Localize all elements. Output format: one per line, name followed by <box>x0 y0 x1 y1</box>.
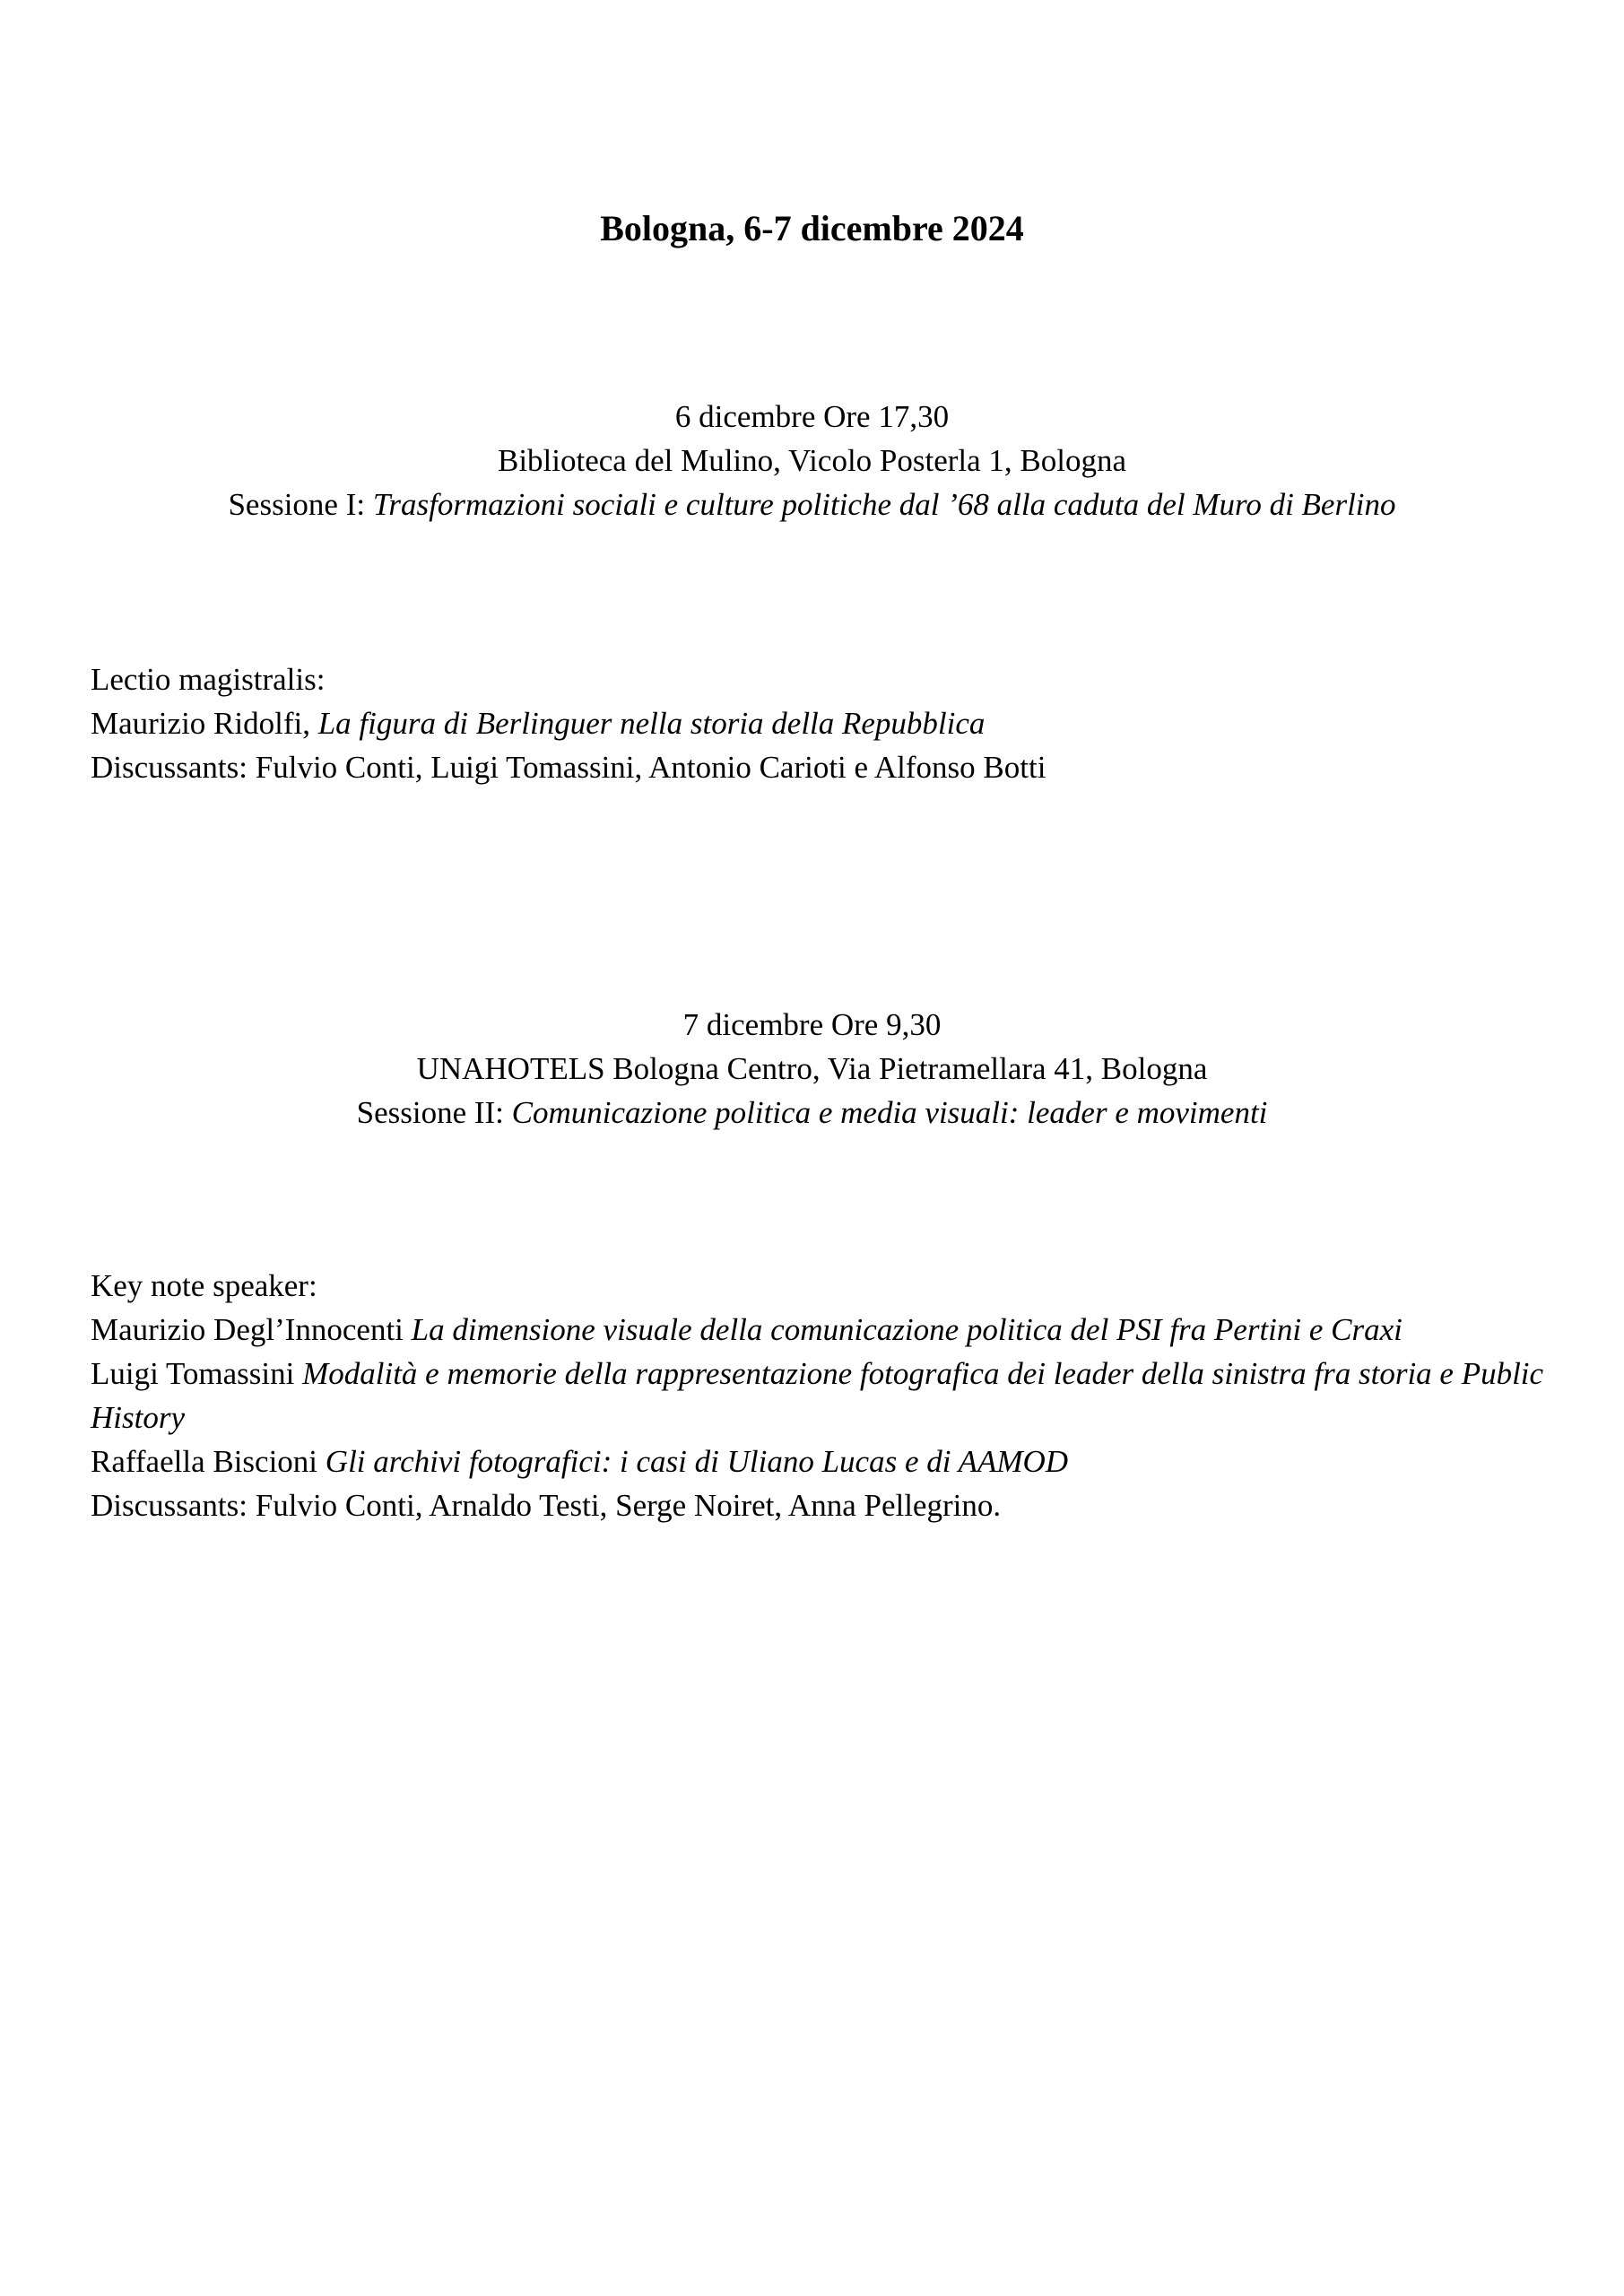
keynote-talk-title: Modalità e memorie della rappresentazione fotografica dei leader della sinistra fra storia e Public History <box>91 1356 1544 1435</box>
session-1-topic: Trasformazioni sociali e culture politiche dal ’68 alla caduta del Muro di Berlino <box>372 487 1396 522</box>
keynote-talk-title: Gli archivi fotografici: i casi di Uliano Lucas e di AAMOD <box>325 1444 1069 1479</box>
session-1-venue: Biblioteca del Mulino, Vicolo Posterla 1, Bologna <box>497 443 1127 478</box>
lectio-heading: Lectio magistralis: <box>91 662 326 697</box>
session-2-topic: Comunicazione politica e media visuali: leader e movimenti <box>511 1095 1268 1130</box>
lectio-discussants: Discussants: Fulvio Conti, Luigi Tomassini, Antonio Carioti e Alfonso Botti <box>91 750 1046 785</box>
session-2-date: 7 dicembre Ore 9,30 <box>682 1007 942 1042</box>
lectio-talk-line <box>91 701 1570 745</box>
session-1-label: Sessione I: <box>228 487 373 522</box>
lectio-speaker: Maurizio Ridolfi, <box>91 706 318 741</box>
lectio-talk-title: La figura di Berlinguer nella storia della Repubblica <box>317 706 986 741</box>
keynote-speaker: Raffaella Biscioni <box>91 1444 326 1479</box>
session-2-venue: UNAHOTELS Bologna Centro, Via Pietramellara 41, Bologna <box>416 1051 1208 1086</box>
keynote-talk <box>91 1352 1570 1439</box>
session-2-header <box>0 1003 1624 1135</box>
keynote-speaker: Maurizio Degl’Innocenti <box>91 1312 412 1347</box>
session-1-date: 6 dicembre Ore 17,30 <box>674 399 950 434</box>
lectio-section <box>91 657 1570 789</box>
keynote-section <box>91 1264 1570 1527</box>
session-1-header <box>0 395 1624 526</box>
keynote-talk <box>91 1439 1570 1483</box>
session-2-label: Sessione II: <box>356 1095 512 1130</box>
keynote-heading: Key note speaker: <box>91 1268 317 1303</box>
keynote-discussants: Discussants: Fulvio Conti, Arnaldo Testi, Serge Noiret, Anna Pellegrino. <box>91 1488 1002 1523</box>
keynote-talk <box>91 1308 1570 1352</box>
session-2-title <box>0 1091 1624 1135</box>
page-title: Bologna, 6-7 dicembre 2024 <box>600 208 1024 248</box>
keynote-speaker: Luigi Tomassini <box>91 1356 303 1391</box>
keynote-talk-title: La dimensione visuale della comunicazione politica del PSI fra Pertini e Craxi <box>411 1312 1403 1347</box>
session-1-title <box>0 483 1624 526</box>
